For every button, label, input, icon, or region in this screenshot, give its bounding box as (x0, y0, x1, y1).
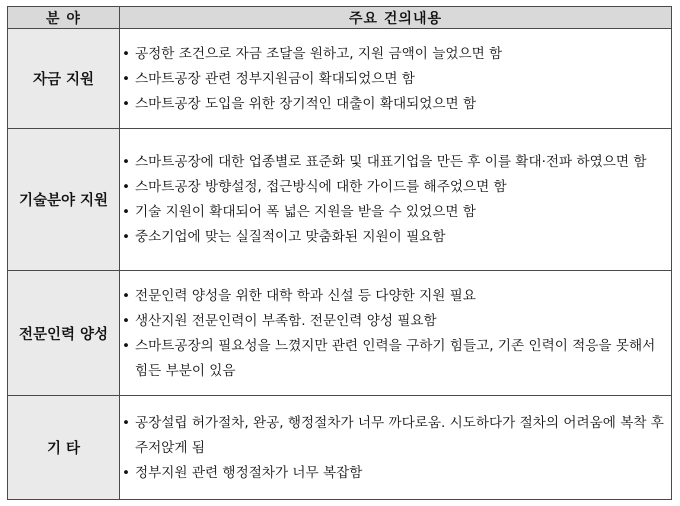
header-category: 분 야 (8, 7, 120, 29)
list-item: • 전문인력 양성을 위한 대학 학과 신설 등 다양한 지원 필요 (122, 284, 667, 309)
category-cell: 기 타 (8, 396, 120, 500)
table-row-funding (8, 29, 672, 129)
category-cell: 전문인력 양성 (8, 271, 120, 396)
table-row-other (8, 396, 672, 500)
item-list (122, 411, 667, 486)
items-cell (120, 396, 672, 500)
list-item: • 스마트공장에 대한 업종별로 표준화 및 대표기업을 만든 후 이를 확대·전파 하였으면 함 (122, 150, 667, 175)
header-content: 주요 건의내용 (120, 7, 672, 29)
items-cell (120, 271, 672, 396)
list-item: • 스마트공장 도입을 위한 장기적인 대출이 확대되었으면 함 (122, 92, 667, 117)
items-cell (120, 29, 672, 129)
list-item: • 공정한 조건으로 자금 조달을 원하고, 지원 금액이 늘었으면 함 (122, 42, 667, 67)
table-header-row (8, 7, 672, 29)
category-cell: 자금 지원 (8, 29, 120, 129)
item-list (122, 284, 667, 384)
list-item: • 스마트공장 관련 정부지원금이 확대되었으면 함 (122, 67, 667, 92)
list-item: • 정부지원 관련 행정절차가 너무 복잡함 (122, 461, 667, 486)
items-cell (120, 129, 672, 271)
list-item: • 스마트공장의 필요성을 느꼈지만 관련 인력을 구하기 힘들고, 기존 인력이 적응을 못해서 힘든 부분이 있음 (122, 334, 667, 384)
list-item: • 공장설립 허가절차, 완공, 행정절차가 너무 까다로움. 시도하다가 절차의 어려움에 복착 후 주저앉게 됨 (122, 411, 667, 461)
table-row-workforce (8, 271, 672, 396)
table-row-technology (8, 129, 672, 271)
recommendations-table (7, 6, 672, 500)
list-item: • 중소기업에 맞는 실질적이고 맞춤화된 지원이 필요함 (122, 225, 667, 250)
list-item: • 기술 지원이 확대되어 폭 넓은 지원을 받을 수 있었으면 함 (122, 200, 667, 225)
list-item: • 스마트공장 방향설정, 접근방식에 대한 가이드를 해주었으면 함 (122, 175, 667, 200)
list-item: • 생산지원 전문인력이 부족함. 전문인력 양성 필요함 (122, 309, 667, 334)
category-cell: 기술분야 지원 (8, 129, 120, 271)
item-list (122, 42, 667, 117)
item-list (122, 150, 667, 250)
